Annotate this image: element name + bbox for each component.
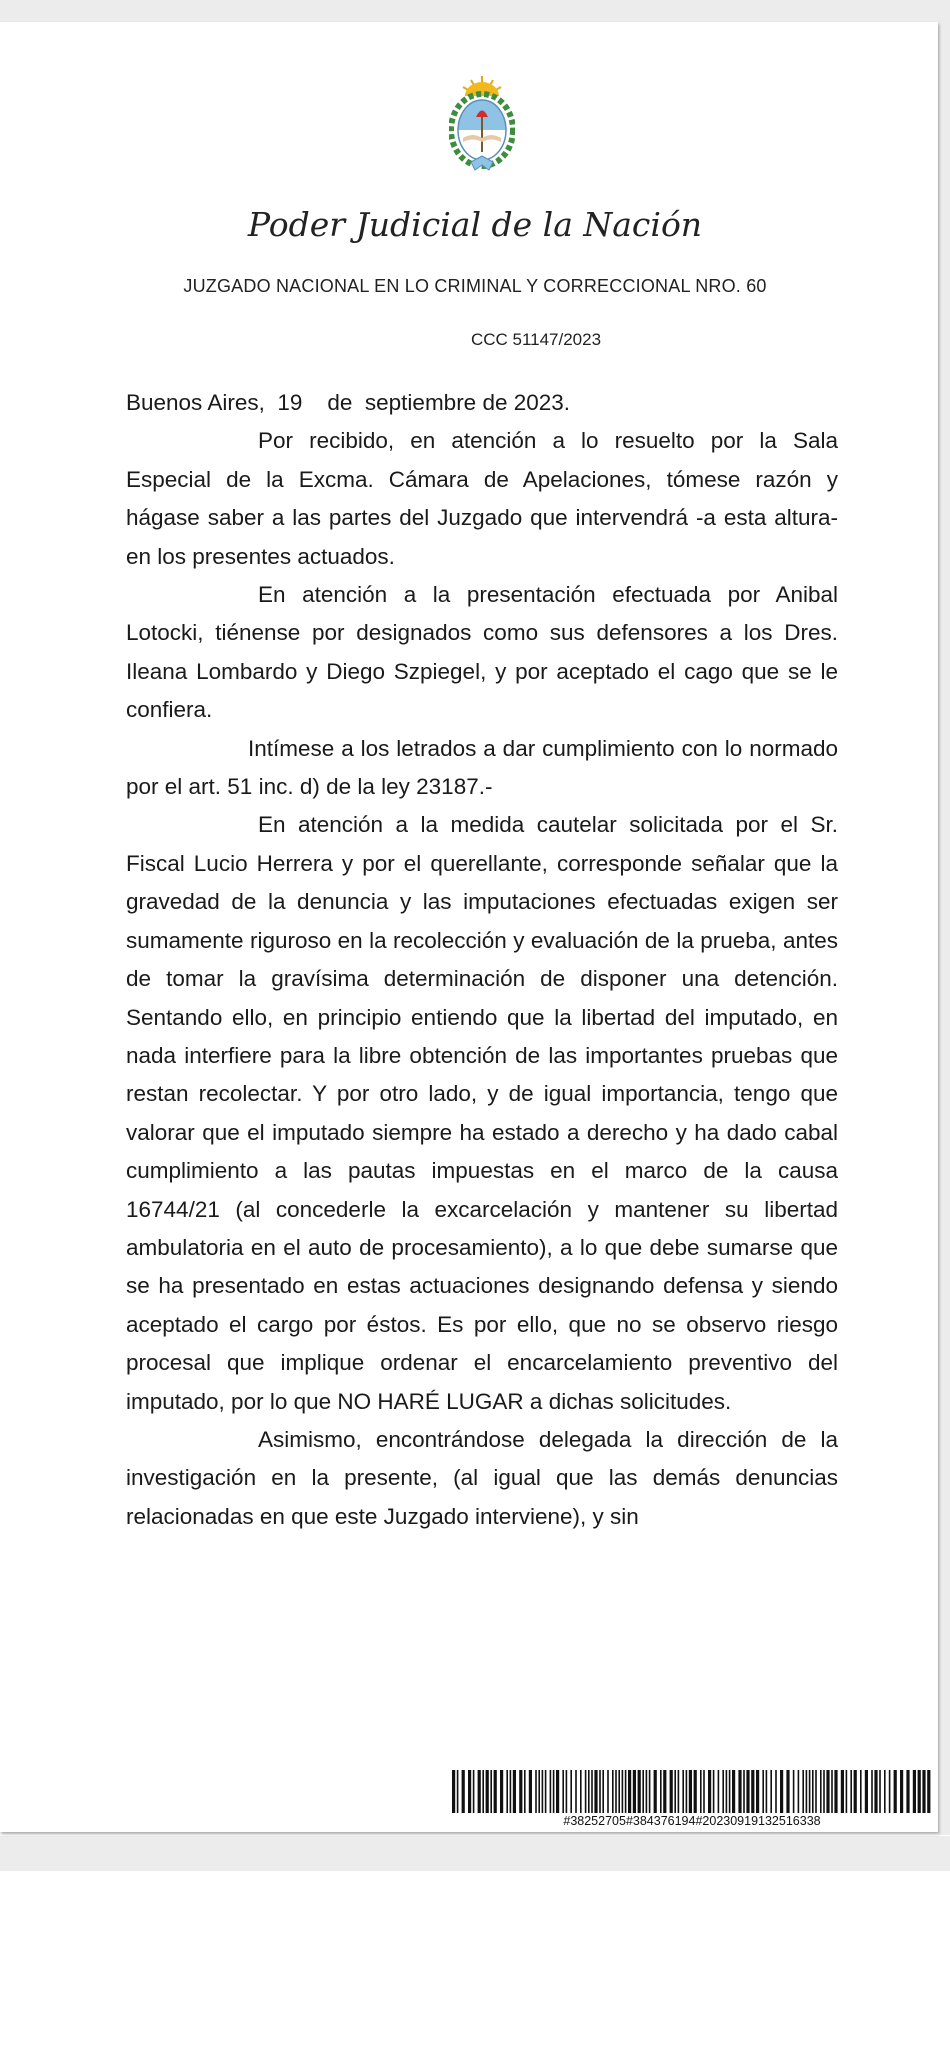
viewer-bottom-band: [0, 1836, 950, 1871]
argentine-coat-of-arms-icon: [449, 72, 515, 176]
court-name: JUZGADO NACIONAL EN LO CRIMINAL Y CORRECCIONAL NRO. 60: [183, 276, 767, 296]
paragraph-attorney-notice: Intímese a los letrados a dar cumplimiento con lo normado por el art. 51 inc. d) de la ley 23187.-: [126, 735, 838, 800]
document-body: [126, 384, 838, 1536]
viewer-top-band: [0, 0, 950, 22]
date-line: Buenos Aires, 19 de septiembre de 2023.: [126, 390, 571, 415]
barcode-number: #38252705#384376194#20230919132516338: [563, 1814, 821, 1828]
paragraph-defense-designation: En atención a la presentación efectuada por Anibal Lotocki, tiénense por designados como sus defensores a los Dres. Ileana Lombardo y Diego Szpiegel, y por aceptado el cago que se le confiera.: [126, 582, 838, 723]
paragraph-precautionary-measure: En atención a la medida cautelar solicitada por el Sr. Fiscal Lucio Herrera y por el querellante, corresponde señalar que la gravedad de la denuncia y las imputaciones efectuadas exigen ser sumamente riguroso en la recolección y evaluación de la prueba, antes de tomar la gravísima determinación de disponer una detención. Sentando ello, en principio entiendo que la libertad del imputado, en nada interfiere para la libre obtención de las importantes pruebas que restan recolectar. Y por otro lado, y de igual importancia, tengo que valorar que el imputado siempre ha estado a derecho y ha dado cabal cumplimiento a las pautas impuestas en el marco de la causa 16744/21 (al concederle la excarcelación y mantener su libertad ambulatoria en el auto de procesamiento), a lo que debe sumarse que se ha presentado en estas actuaciones designando defensa y siendo aceptado el cargo por éstos. Es por ello, que no se observo riesgo procesal que implique ordenar el encarcelamiento preventivo del imputado, por lo que NO HARÉ LUGAR a dichas solicitudes.: [126, 812, 838, 1414]
institution-heading: Poder Judicial de la Nación: [247, 205, 703, 244]
paragraph-investigation: Asimismo, encontrándose delegada la dirección de la investigación en la presente, (al igual que las demás denuncias relacionadas en que este Juzgado interviene), y sin: [126, 1426, 838, 1529]
paragraph-receipt: Por recibido, en atención a lo resuelto por la Sala Especial de la Excma. Cámara de Apelaciones, tómese razón y hágase saber a las partes del Juzgado que intervendrá -a esta altura- en los presentes actuados.: [126, 428, 838, 569]
barcode-icon: [452, 1770, 932, 1813]
case-number: CCC 51147/2023: [470, 330, 602, 349]
